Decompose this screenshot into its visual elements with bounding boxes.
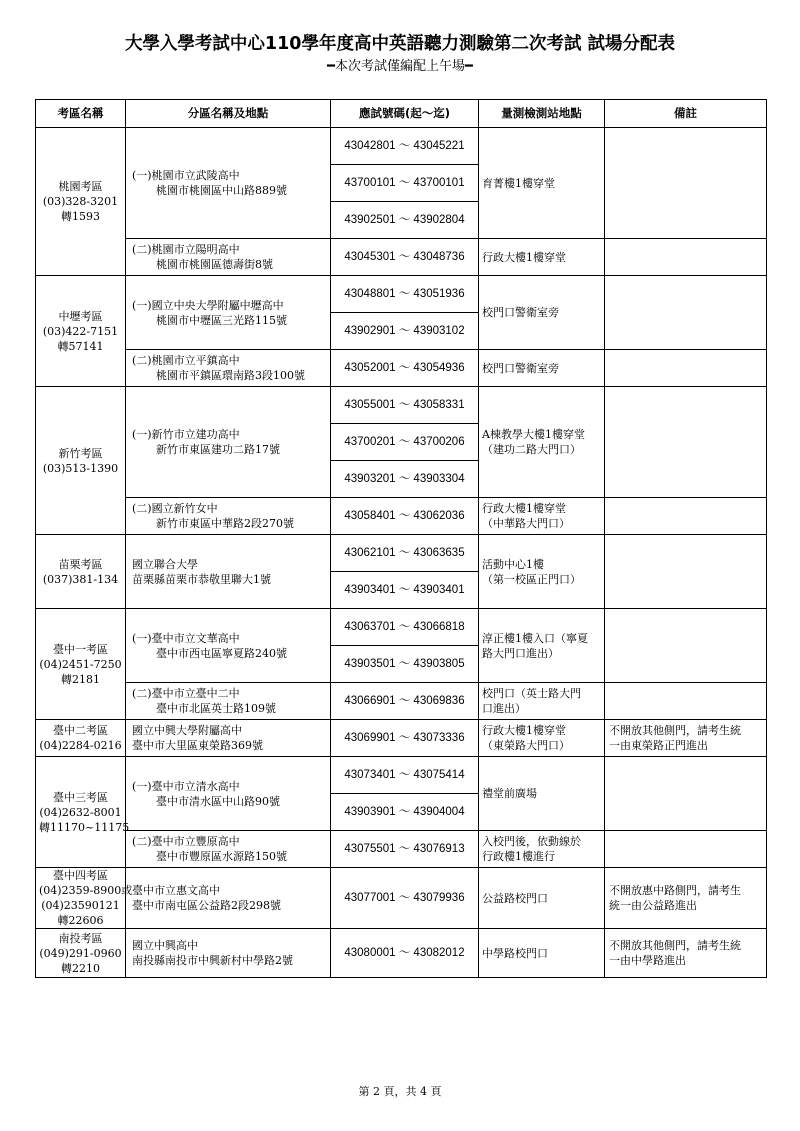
header-note: 備註 bbox=[605, 100, 767, 128]
district-cell: 國立中興大學附屬高中 臺中市大里區東榮路369號 bbox=[126, 720, 331, 757]
district-cell: (二)國立新竹女中 新竹市東區中華路2段270號 bbox=[126, 498, 331, 535]
range-cell: 43048801 ～ 43051936 bbox=[331, 276, 479, 313]
table-row bbox=[36, 831, 767, 868]
room-allocation-table bbox=[35, 99, 767, 978]
district-cell: (二)桃園市立平鎮高中 桃園市平鎮區環南路3段100號 bbox=[126, 350, 331, 387]
area-cell: 新竹考區 (03)513-1390 bbox=[36, 387, 126, 535]
note-cell: 不開放惠中路側門，請考生 統一由公益路進出 bbox=[605, 868, 767, 929]
range-cell: 43700101 ～ 43700101 bbox=[331, 165, 479, 202]
area-cell: 臺中一考區 (04)2451-7250 轉2181 bbox=[36, 609, 126, 720]
district-cell: (一)臺中市立清水高中 臺中市清水區中山路90號 bbox=[126, 757, 331, 831]
location-cell: 入校門後，依動線於 行政樓1樓進行 bbox=[479, 831, 605, 868]
district-cell: 國立中興高中 南投縣南投市中興新村中學路2號 bbox=[126, 929, 331, 978]
location-cell: 校門口警衛室旁 bbox=[479, 276, 605, 350]
district-cell: (二)臺中市立臺中二中 臺中市北區英士路109號 bbox=[126, 683, 331, 720]
note-cell bbox=[605, 387, 767, 498]
header-range: 應試號碼(起～迄) bbox=[331, 100, 479, 128]
page-footer: 第 2 頁，共 4 頁 bbox=[358, 1085, 442, 1098]
note-cell bbox=[605, 128, 767, 239]
table-row bbox=[36, 128, 767, 165]
header-district: 分區名稱及地點 bbox=[126, 100, 331, 128]
range-cell: 43055001 ～ 43058331 bbox=[331, 387, 479, 424]
location-cell: 校門口警衛室旁 bbox=[479, 350, 605, 387]
area-cell: 中壢考區 (03)422-7151 轉57141 bbox=[36, 276, 126, 387]
range-cell: 43903901 ～ 43904004 bbox=[331, 794, 479, 831]
note-cell bbox=[605, 239, 767, 276]
area-cell: 臺中四考區 (04)2359-8900或 (04)23590121 轉22606 bbox=[36, 868, 126, 929]
district-cell: (一)桃園市立武陵高中 桃園市桃園區中山路889號 bbox=[126, 128, 331, 239]
note-cell bbox=[605, 350, 767, 387]
header-location: 量測檢測站地點 bbox=[479, 100, 605, 128]
table-row bbox=[36, 868, 767, 929]
location-cell: 校門口（英士路大門 口進出） bbox=[479, 683, 605, 720]
table-row bbox=[36, 350, 767, 387]
district-cell: (二)桃園市立陽明高中 桃園市桃園區德壽街8號 bbox=[126, 239, 331, 276]
range-cell: 43902901 ～ 43903102 bbox=[331, 313, 479, 350]
range-cell: 43042801 ～ 43045221 bbox=[331, 128, 479, 165]
location-cell: 活動中心1樓 （第一校區正門口） bbox=[479, 535, 605, 609]
range-cell: 43903501 ～ 43903805 bbox=[331, 646, 479, 683]
location-cell: 公益路校門口 bbox=[479, 868, 605, 929]
note-cell bbox=[605, 683, 767, 720]
range-cell: 43077001 ～ 43079936 bbox=[331, 868, 479, 929]
location-cell: 淳正樓1樓入口（寧夏 路大門口進出） bbox=[479, 609, 605, 683]
area-cell: 臺中三考區 (04)2632-8001 轉11170~11175 bbox=[36, 757, 126, 868]
table-row bbox=[36, 929, 767, 978]
note-cell: 不開放其他側門，請考生統 一由東榮路正門進出 bbox=[605, 720, 767, 757]
page-subtitle: ━本次考試僅編配上午場━ bbox=[327, 59, 473, 74]
table-row bbox=[36, 720, 767, 757]
location-cell: 育菁樓1樓穿堂 bbox=[479, 128, 605, 239]
note-cell bbox=[605, 498, 767, 535]
district-cell: (一)國立中央大學附屬中壢高中 桃園市中壢區三光路115號 bbox=[126, 276, 331, 350]
area-cell: 南投考區 (049)291-0960 轉2210 bbox=[36, 929, 126, 978]
area-cell: 苗栗考區 (037)381-134 bbox=[36, 535, 126, 609]
table-row bbox=[36, 757, 767, 794]
table-row bbox=[36, 683, 767, 720]
range-cell: 43700201 ～ 43700206 bbox=[331, 424, 479, 461]
range-cell: 43062101 ～ 43063635 bbox=[331, 535, 479, 572]
range-cell: 43080001 ～ 43082012 bbox=[331, 929, 479, 978]
district-cell: (一)臺中市立文華高中 臺中市西屯區寧夏路240號 bbox=[126, 609, 331, 683]
table-header-row bbox=[36, 100, 767, 128]
table-row bbox=[36, 535, 767, 572]
range-cell: 43045301 ～ 43048736 bbox=[331, 239, 479, 276]
note-cell bbox=[605, 535, 767, 609]
table-row bbox=[36, 498, 767, 535]
location-cell: 中學路校門口 bbox=[479, 929, 605, 978]
range-cell: 43903201 ～ 43903304 bbox=[331, 461, 479, 498]
note-cell bbox=[605, 757, 767, 831]
district-cell: 臺中市立惠文高中 臺中市南屯區公益路2段298號 bbox=[126, 868, 331, 929]
location-cell: 行政大樓1樓穿堂 bbox=[479, 239, 605, 276]
range-cell: 43069901 ～ 43073336 bbox=[331, 720, 479, 757]
note-cell bbox=[605, 609, 767, 683]
table-row bbox=[36, 276, 767, 313]
location-cell: A棟教學大樓1樓穿堂 （建功二路大門口） bbox=[479, 387, 605, 498]
range-cell: 43052001 ～ 43054936 bbox=[331, 350, 479, 387]
page-title: 大學入學考試中心110學年度高中英語聽力測驗第二次考試 試場分配表 bbox=[124, 34, 676, 54]
district-cell: (二)臺中市立豐原高中 臺中市豐原區水源路150號 bbox=[126, 831, 331, 868]
area-cell: 桃園考區 (03)328-3201 轉1593 bbox=[36, 128, 126, 276]
range-cell: 43902501 ～ 43902804 bbox=[331, 202, 479, 239]
location-cell: 行政大樓1樓穿堂 （東榮路大門口） bbox=[479, 720, 605, 757]
location-cell: 行政大樓1樓穿堂 （中華路大門口） bbox=[479, 498, 605, 535]
table-row bbox=[36, 609, 767, 646]
district-cell: (一)新竹市立建功高中 新竹市東區建功二路17號 bbox=[126, 387, 331, 498]
range-cell: 43075501 ～ 43076913 bbox=[331, 831, 479, 868]
district-cell: 國立聯合大學 苗栗縣苗栗市恭敬里聯大1號 bbox=[126, 535, 331, 609]
note-cell bbox=[605, 276, 767, 350]
location-cell: 禮堂前廣場 bbox=[479, 757, 605, 831]
range-cell: 43063701 ～ 43066818 bbox=[331, 609, 479, 646]
range-cell: 43066901 ～ 43069836 bbox=[331, 683, 479, 720]
range-cell: 43903401 ～ 43903401 bbox=[331, 572, 479, 609]
note-cell bbox=[605, 831, 767, 868]
table-row bbox=[36, 387, 767, 424]
range-cell: 43073401 ～ 43075414 bbox=[331, 757, 479, 794]
area-cell: 臺中二考區 (04)2284-0216 bbox=[36, 720, 126, 757]
header-area: 考區名稱 bbox=[36, 100, 126, 128]
table-row bbox=[36, 239, 767, 276]
note-cell: 不開放其他側門，請考生統 一由中學路進出 bbox=[605, 929, 767, 978]
range-cell: 43058401 ～ 43062036 bbox=[331, 498, 479, 535]
